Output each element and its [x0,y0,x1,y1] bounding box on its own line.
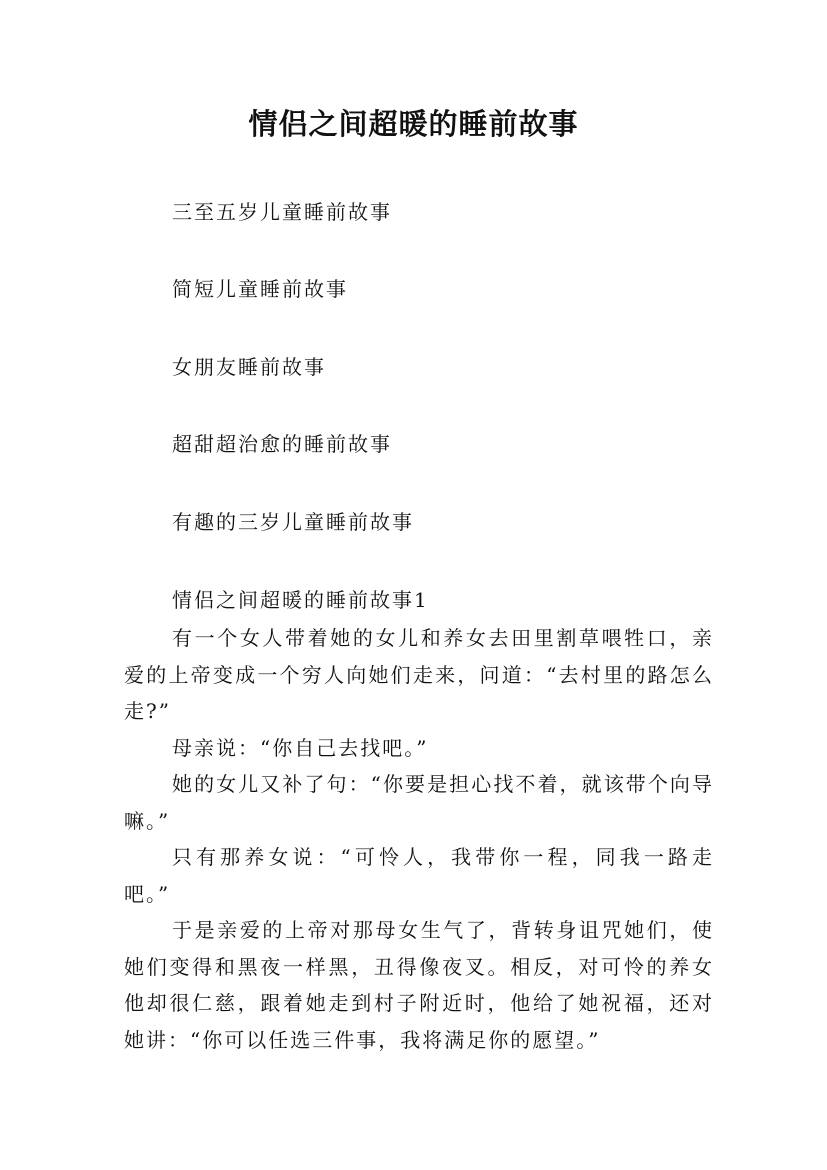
toc-item: 有趣的三岁儿童睡前故事 [172,510,414,534]
toc-item: 三至五岁儿童睡前故事 [172,200,392,224]
document-title: 情侣之间超暖的睡前故事 [248,107,579,141]
toc-item: 超甜超治愈的睡前故事 [172,432,392,456]
story-paragraph: 有一个女人带着她的女儿和养女去田里割草喂牲口，亲爱的上帝变成一个穷人向她们走来，问道：“去村里的路怎么走?” [124,626,714,723]
section-heading: 情侣之间超暖的睡前故事1 [172,588,429,612]
toc-item: 简短儿童睡前故事 [172,277,348,301]
story-paragraph: 只有那养女说：“可怜人，我带你一程，同我一路走吧。” [124,845,714,906]
story-paragraph: 她的女儿又补了句：“你要是担心找不着，就该带个向导嘛。” [124,772,714,833]
story-paragraph: 于是亲爱的上帝对那母女生气了，背转身诅咒她们，使她们变得和黑夜一样黑，丑得像夜叉。相反，对可怜的养女他却很仁慈，跟着她走到村子附近时，他给了她祝福，还对她讲：“你可以任选三件事，我将满足你的愿望。” [124,918,714,1052]
story-paragraph: 母亲说：“你自己去找吧。” [172,735,429,760]
toc-item: 女朋友睡前故事 [172,355,326,379]
story-body [124,620,714,1058]
